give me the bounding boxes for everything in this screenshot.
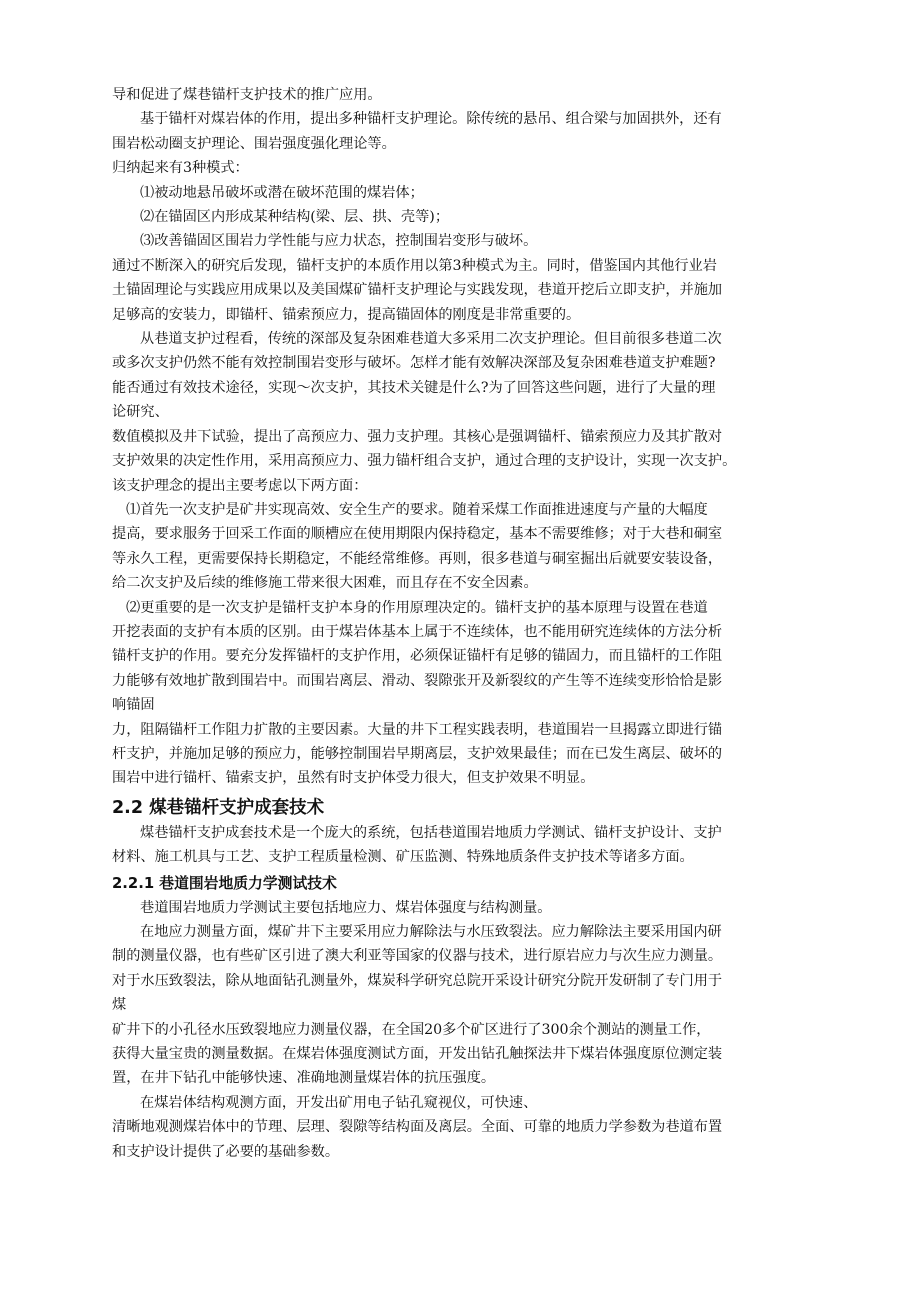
- text-line: 或多次支护仍然不能有效控制围岩变形与破坏。怎样才能有效解决深部及复杂困难巷道支护难题?: [112, 355, 716, 372]
- text-line: 给二次支护及后续的维修施工带来很大困难，而且存在不安全因素。: [112, 575, 538, 592]
- text-line: 围岩中进行锚杆、锚索支护，虽然有时支护体受力很大，但支护效果不明显。: [112, 770, 595, 787]
- text-line: 等永久工程，更需要保持长期稳定，不能经常维修。再则，很多巷道与硐室掘出后就要安装设备，: [112, 550, 723, 567]
- text-line: 力，阻隔锚杆工作阻力扩散的主要因素。大量的井下工程实践表明，巷道围岩一旦揭露立即进行锚: [112, 721, 723, 738]
- text-line: 响锚固: [112, 697, 155, 714]
- text-line: 从巷道支护过程看，传统的深部及复杂困难巷道大多采用二次支护理论。但目前很多巷道二次: [140, 331, 722, 348]
- text-line: 矿井下的小孔径水压致裂地应力测量仪器，在全国20多个矿区进行了300余个测站的测量工作，: [112, 1021, 711, 1038]
- text-line: 清晰地观测煤岩体中的节理、层理、裂隙等结构面及离层。全面、可靠的地质力学参数为巷道布置: [112, 1119, 723, 1136]
- text-line: 归纳起来有3种模式：: [112, 160, 249, 177]
- text-line: 置，在井下钻孔中能够快速、准确地测量煤岩体的抗压强度。: [112, 1070, 496, 1087]
- text-line: 数值模拟及井下试验，提出了高预应力、强力支护理。其核心是强调锚杆、锚索预应力及其扩散对: [112, 428, 723, 445]
- text-line: 对于水压致裂法，除从地面钻孔测量外，煤炭科学研究总院开采设计研究分院开发研制了专门用于: [112, 972, 723, 989]
- text-line: 杆支护，并施加足够的预应力，能够控制围岩早期离层，支护效果最佳；而在已发生离层、破坏的: [112, 745, 723, 762]
- text-line: ⑵更重要的是一次支护是锚杆支护本身的作用原理决定的。锚杆支护的基本原理与设置在巷道: [126, 599, 708, 616]
- text-line: 围岩松动圈支护理论、围岩强度强化理论等。: [112, 135, 396, 152]
- text-line: 基于锚杆对煤岩体的作用，提出多种锚杆支护理论。除传统的悬吊、组合梁与加固拱外，还有: [140, 111, 722, 128]
- text-line: 导和促进了煤巷锚杆支护技术的推广应用。: [112, 87, 382, 103]
- text-line: 和支护设计提供了必要的基础参数。: [112, 1143, 340, 1160]
- text-line: ⑵在锚固区内形成某种结构(梁、层、拱、壳等)；: [140, 209, 450, 226]
- text-line: ⑶改善锚固区围岩力学性能与应力状态，控制围岩变形与破坏。: [140, 233, 538, 250]
- text-line: 能否通过有效技术途径，实现～次支护，其技术关键是什么?为了回答这些问题，进行了大量的理: [112, 379, 716, 396]
- text-line: 土锚固理论与实践应用成果以及美国煤矿锚杆支护理论与实践发现，巷道开挖后立即支护，并施加: [112, 282, 723, 299]
- section-heading: 2.2 煤巷锚杆支护成套技术: [112, 797, 325, 818]
- text-line: 制的测量仪器，也有些矿区引进了澳大利亚等国家的仪器与技术，进行原岩应力与次生应力测量。: [112, 948, 723, 965]
- text-line: 支护效果的决定性作用，采用高预应力、强力锚杆组合支护，通过合理的支护设计，实现一次支护。: [112, 453, 737, 470]
- text-line: 锚杆支护的作用。要充分发挥锚杆的支护作用，必须保证锚杆有足够的锚固力，而且锚杆的工作阻: [112, 648, 723, 665]
- text-line: 煤巷锚杆支护成套技术是一个庞大的系统，包括巷道围岩地质力学测试、锚杆支护设计、支护: [140, 824, 722, 841]
- text-line: 开挖表面的支护有本质的区别。由于煤岩体基本上属于不连续体，也不能用研究连续体的方法分析: [112, 623, 723, 640]
- text-line: 获得大量宝贵的测量数据。在煤岩体强度测试方面，开发出钻孔触探法井下煤岩体强度原位测定装: [112, 1046, 723, 1063]
- text-line: ⑴被动地悬吊破坏或潜在破坏范围的煤岩体；: [140, 184, 424, 201]
- text-line: 在地应力测量方面，煤矿井下主要采用应力解除法与水压致裂法。应力解除法主要采用国内研: [140, 924, 722, 940]
- text-line: 巷道围岩地质力学测试主要包括地应力、煤岩体强度与结构测量。: [140, 899, 552, 916]
- text-line: ⑴首先一次支护是矿井实现高效、安全生产的要求。随着采煤工作面推进速度与产量的大幅度: [126, 501, 708, 518]
- text-line: 该支护理念的提出主要考虑以下两方面：: [112, 477, 368, 494]
- text-line: 材料、施工机具与工艺、支护工程质量检测、矿压监测、特殊地质条件支护技术等诸多方面。: [112, 849, 694, 866]
- text-line: 论研究、: [112, 404, 169, 421]
- text-line: 在煤岩体结构观测方面，开发出矿用电子钻孔窥视仪，可快速、: [140, 1094, 538, 1111]
- text-line: 力能够有效地扩散到围岩中。而围岩离层、滑动、裂隙张开及新裂纹的产生等不连续变形恰恰是影: [112, 672, 723, 689]
- text-line: 煤: [112, 997, 127, 1014]
- text-line: 足够高的安装力，即锚杆、锚索预应力，提高锚固体的刚度是非常重要的。: [112, 306, 581, 323]
- text-line: 通过不断深入的研究后发现，锚杆支护的本质作用以第3种模式为主。同时，借鉴国内其他行业岩: [112, 257, 717, 274]
- text-line: 提高，要求服务于回采工作面的顺槽应在使用期限内保持稳定，基本不需要维修；对于大巷和硐室: [112, 526, 723, 543]
- subsection-heading: 2.2.1 巷道围岩地质力学测试技术: [112, 874, 337, 892]
